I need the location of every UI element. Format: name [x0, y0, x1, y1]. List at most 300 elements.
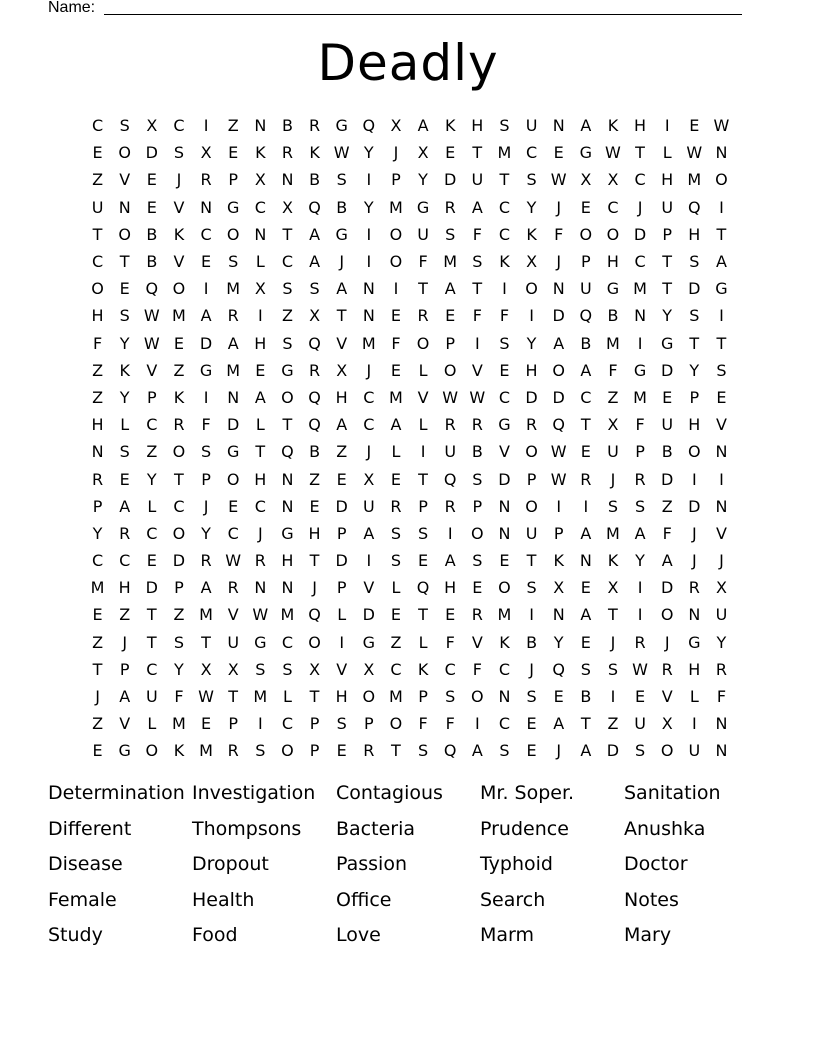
- grid-letter: P: [418, 496, 428, 516]
- grid-letter: X: [390, 116, 402, 136]
- grid-letter: I: [203, 116, 209, 136]
- grid-letter: D: [444, 170, 457, 190]
- grid-letter: A: [580, 360, 592, 380]
- grid-letter: C: [91, 252, 104, 272]
- grid-letter: Z: [92, 632, 104, 652]
- grid-letter: M: [443, 252, 458, 272]
- grid-letter: X: [715, 578, 727, 598]
- grid-letter: I: [719, 469, 724, 489]
- grid-letter: A: [119, 687, 131, 707]
- grid-letter: C: [634, 170, 646, 190]
- grid-letter: P: [174, 578, 184, 598]
- grid-letter: P: [146, 387, 157, 407]
- grid-letter: I: [393, 279, 399, 299]
- grid-letter: S: [417, 523, 429, 543]
- grid-letter: S: [445, 224, 456, 244]
- grid-letter: N: [498, 523, 511, 543]
- grid-row: [84, 493, 735, 520]
- grid-letter: H: [525, 360, 538, 380]
- grid-letter: A: [444, 279, 456, 299]
- grid-letter: B: [661, 442, 673, 462]
- grid-letter: I: [556, 496, 562, 516]
- grid-letter: V: [498, 442, 510, 462]
- grid-letter: N: [498, 687, 511, 707]
- grid-letter: I: [420, 442, 426, 462]
- grid-letter: C: [281, 252, 294, 272]
- grid-letter: E: [445, 143, 456, 163]
- grid-row: [84, 438, 735, 465]
- grid-letter: C: [91, 551, 104, 571]
- word-list-item: Investigation: [192, 782, 316, 804]
- grid-letter: N: [91, 442, 104, 462]
- grid-letter: L: [418, 360, 428, 380]
- grid-letter: S: [390, 551, 402, 571]
- grid-letter: S: [716, 360, 727, 380]
- grid-letter: G: [362, 632, 376, 652]
- grid-letter: T: [580, 415, 591, 435]
- grid-letter: V: [227, 605, 239, 625]
- grid-letter: V: [119, 170, 131, 190]
- grid-letter: G: [715, 279, 728, 299]
- grid-letter: Y: [689, 360, 700, 380]
- grid-letter: G: [633, 360, 647, 380]
- grid-letter: E: [173, 333, 184, 353]
- grid-letter: R: [309, 360, 321, 380]
- grid-letter: O: [172, 442, 186, 462]
- word-list-item: Prudence: [480, 817, 569, 840]
- grid-letter: K: [444, 116, 456, 136]
- grid-letter: Z: [92, 170, 104, 190]
- grid-letter: E: [119, 469, 130, 489]
- grid-letter: I: [203, 387, 209, 407]
- grid-letter: I: [610, 687, 616, 707]
- grid-letter: C: [91, 116, 104, 136]
- grid-letter: N: [281, 578, 294, 598]
- word-list-item: Health: [192, 888, 255, 911]
- grid-letter: F: [472, 306, 482, 326]
- grid-letter: G: [118, 741, 131, 761]
- grid-letter: S: [472, 252, 483, 272]
- grid-letter: D: [172, 551, 186, 571]
- grid-letter: K: [173, 387, 185, 407]
- word-list-item: Determination: [48, 782, 185, 804]
- grid-letter: A: [553, 333, 565, 353]
- grid-letter: K: [499, 632, 510, 652]
- grid-letter: S: [119, 306, 130, 326]
- grid-letter: F: [499, 306, 510, 326]
- grid-letter: O: [389, 252, 403, 272]
- grid-letter: T: [309, 551, 320, 571]
- grid-letter: J: [556, 252, 562, 272]
- grid-letter: A: [417, 116, 429, 136]
- grid-letter: Y: [363, 143, 374, 163]
- grid-letter: N: [498, 496, 511, 516]
- grid-letter: R: [634, 632, 646, 652]
- grid-letter: P: [418, 687, 428, 707]
- grid-letter: Q: [308, 387, 321, 407]
- grid-letter: A: [119, 496, 131, 516]
- grid-letter: K: [499, 252, 510, 272]
- grid-letter: S: [634, 496, 646, 516]
- grid-letter: D: [606, 741, 620, 761]
- grid-letter: N: [552, 116, 565, 136]
- grid-letter: F: [92, 333, 103, 353]
- grid-letter: A: [471, 197, 483, 217]
- grid-letter: D: [145, 143, 158, 163]
- grid-letter: J: [691, 523, 697, 543]
- grid-letter: T: [662, 252, 673, 272]
- grid-letter: W: [143, 306, 160, 326]
- name-label: Name:: [48, 0, 96, 16]
- grid-letter: W: [550, 442, 567, 462]
- grid-letter: I: [257, 306, 263, 326]
- grid-letter: O: [389, 224, 403, 244]
- grid-letter: O: [226, 469, 240, 489]
- grid-letter: E: [390, 605, 401, 625]
- grid-letter: S: [445, 687, 456, 707]
- grid-row: [84, 384, 735, 411]
- grid-letter: I: [366, 252, 372, 272]
- grid-letter: B: [309, 442, 321, 462]
- grid-letter: D: [688, 496, 701, 516]
- grid-letter: P: [553, 523, 564, 543]
- grid-letter: H: [606, 252, 619, 272]
- grid-letter: I: [474, 333, 480, 353]
- grid-letter: S: [200, 442, 212, 462]
- grid-letter: U: [661, 415, 674, 435]
- grid-letter: H: [335, 387, 348, 407]
- grid-letter: I: [637, 333, 643, 353]
- grid-letter: I: [691, 714, 697, 734]
- grid-letter: Z: [607, 387, 619, 407]
- grid-letter: N: [281, 496, 294, 516]
- grid-letter: W: [632, 659, 648, 679]
- grid-letter: T: [282, 224, 293, 244]
- grid-letter: T: [146, 605, 157, 625]
- grid-letter: E: [445, 306, 456, 326]
- grid-letter: W: [605, 143, 621, 163]
- grid-letter: X: [607, 578, 619, 598]
- grid-letter: Y: [716, 632, 727, 652]
- grid-letter: B: [146, 224, 158, 244]
- grid-letter: I: [502, 279, 507, 299]
- grid-letter: H: [688, 415, 701, 435]
- grid-letter: G: [281, 360, 294, 380]
- grid-letter: G: [226, 442, 240, 462]
- grid-letter: S: [336, 714, 347, 734]
- grid-letter: S: [282, 333, 293, 353]
- grid-letter: O: [443, 360, 457, 380]
- grid-letter: F: [201, 415, 211, 435]
- grid-letter: U: [227, 632, 240, 652]
- grid-letter: R: [200, 170, 212, 190]
- grid-letter: D: [335, 551, 348, 571]
- grid-row: [84, 683, 735, 710]
- grid-letter: S: [689, 252, 700, 272]
- grid-letter: C: [281, 714, 294, 734]
- grid-letter: O: [525, 496, 538, 516]
- grid-letter: Z: [173, 360, 185, 380]
- grid-letter: W: [198, 687, 214, 707]
- grid-letter: I: [719, 197, 724, 217]
- grid-letter: E: [390, 360, 401, 380]
- grid-letter: Q: [416, 578, 430, 598]
- grid-letter: T: [472, 143, 483, 163]
- grid-letter: B: [580, 333, 592, 353]
- grid-letter: E: [228, 496, 239, 516]
- word-bank: [48, 778, 768, 956]
- grid-letter: R: [119, 523, 131, 543]
- grid-letter: S: [173, 143, 185, 163]
- grid-letter: R: [390, 496, 402, 516]
- grid-letter: Q: [362, 116, 376, 136]
- grid-letter: R: [634, 469, 646, 489]
- grid-letter: G: [688, 632, 701, 652]
- word-list-item: Study: [48, 924, 103, 947]
- word-list-item: Thompsons: [192, 817, 302, 840]
- grid-letter: Y: [526, 197, 537, 217]
- word-list-item: Search: [480, 888, 546, 911]
- grid-letter: J: [95, 687, 100, 707]
- grid-letter: D: [525, 387, 538, 407]
- grid-letter: S: [282, 659, 293, 679]
- grid-letter: G: [199, 360, 213, 380]
- grid-letter: H: [118, 578, 131, 598]
- grid-letter: S: [255, 741, 266, 761]
- grid-letter: C: [254, 496, 266, 516]
- grid-letter: S: [417, 741, 429, 761]
- grid-letter: T: [580, 714, 591, 734]
- grid-letter: X: [580, 170, 592, 190]
- grid-letter: L: [418, 632, 428, 652]
- grid-letter: C: [607, 197, 619, 217]
- grid-letter: H: [335, 687, 348, 707]
- grid-letter: G: [579, 143, 593, 163]
- grid-letter: G: [226, 197, 240, 217]
- grid-letter: T: [146, 632, 157, 652]
- grid-letter: J: [556, 197, 562, 217]
- grid-letter: E: [146, 170, 157, 190]
- grid-letter: X: [661, 714, 673, 734]
- grid-letter: W: [713, 116, 730, 136]
- grid-letter: E: [201, 252, 212, 272]
- grid-letter: R: [363, 741, 375, 761]
- grid-letter: S: [607, 496, 619, 516]
- grid-letter: S: [472, 551, 483, 571]
- grid-letter: T: [418, 279, 428, 299]
- grid-letter: L: [391, 442, 401, 462]
- grid-letter: O: [471, 523, 484, 543]
- grid-letter: U: [525, 116, 538, 136]
- grid-letter: N: [227, 387, 240, 407]
- grid-letter: A: [715, 252, 727, 272]
- grid-row: [84, 656, 735, 683]
- grid-letter: Y: [363, 197, 374, 217]
- grid-letter: T: [526, 551, 537, 571]
- grid-letter: F: [472, 659, 482, 679]
- grid-letter: M: [226, 279, 241, 299]
- grid-letter: O: [660, 741, 674, 761]
- grid-letter: F: [445, 714, 455, 734]
- word-list-item: Different: [48, 817, 132, 840]
- grid-letter: S: [607, 659, 619, 679]
- grid-letter: B: [146, 252, 158, 272]
- grid-letter: L: [282, 687, 292, 707]
- grid-letter: N: [715, 741, 728, 761]
- grid-letter: J: [176, 170, 182, 190]
- grid-letter: L: [689, 687, 699, 707]
- grid-letter: E: [689, 116, 700, 136]
- grid-letter: B: [336, 197, 348, 217]
- grid-row: [84, 166, 735, 193]
- grid-letter: B: [526, 632, 538, 652]
- grid-letter: Z: [227, 116, 239, 136]
- grid-letter: L: [255, 252, 265, 272]
- grid-letter: B: [580, 687, 592, 707]
- grid-letter: A: [580, 605, 592, 625]
- grid-letter: X: [363, 659, 375, 679]
- grid-letter: M: [199, 741, 213, 761]
- grid-letter: U: [607, 442, 619, 462]
- grid-letter: E: [92, 605, 103, 625]
- grid-letter: Z: [661, 496, 673, 516]
- grid-letter: N: [552, 279, 565, 299]
- grid-letter: M: [361, 333, 376, 353]
- grid-letter: P: [201, 469, 211, 489]
- grid-letter: G: [606, 279, 620, 299]
- grid-letter: V: [471, 632, 483, 652]
- grid-letter: V: [661, 687, 673, 707]
- grid-letter: C: [363, 387, 375, 407]
- grid-letter: F: [608, 360, 618, 380]
- grid-row: [84, 465, 735, 492]
- word-list-item: Bacteria: [336, 817, 415, 840]
- grid-letter: Q: [281, 442, 294, 462]
- grid-letter: V: [715, 415, 727, 435]
- grid-letter: O: [172, 279, 186, 299]
- grid-letter: M: [497, 143, 512, 163]
- grid-letter: P: [309, 714, 320, 734]
- grid-letter: S: [526, 578, 537, 598]
- grid-letter: T: [716, 333, 727, 353]
- grid-letter: P: [119, 659, 130, 679]
- grid-letter: R: [227, 578, 239, 598]
- grid-letter: U: [715, 605, 728, 625]
- grid-letter: E: [472, 578, 483, 598]
- grid-letter: S: [499, 333, 510, 353]
- grid-letter: X: [607, 415, 619, 435]
- grid-letter: E: [336, 469, 347, 489]
- grid-letter: G: [254, 632, 267, 652]
- grid-letter: U: [688, 741, 701, 761]
- grid-letter: G: [281, 523, 294, 543]
- grid-letter: S: [119, 116, 130, 136]
- grid-letter: P: [472, 496, 483, 516]
- grid-letter: F: [445, 632, 455, 652]
- grid-letter: F: [418, 252, 428, 272]
- grid-letter: G: [416, 197, 430, 217]
- grid-row: [84, 601, 735, 628]
- grid-letter: C: [173, 496, 185, 516]
- word-list-item: Contagious: [336, 782, 443, 804]
- grid-letter: O: [525, 442, 538, 462]
- word-list-item: Disease: [48, 853, 123, 876]
- grid-letter: A: [661, 551, 673, 571]
- grid-letter: M: [90, 578, 105, 598]
- grid-letter: E: [418, 551, 429, 571]
- grid-letter: S: [390, 523, 402, 543]
- grid-letter: P: [635, 442, 645, 462]
- grid-letter: Y: [418, 170, 428, 190]
- grid-letter: K: [553, 551, 564, 571]
- grid-letter: R: [444, 415, 456, 435]
- grid-letter: N: [552, 605, 565, 625]
- grid-letter: O: [552, 360, 565, 380]
- grid-letter: C: [634, 252, 646, 272]
- grid-letter: K: [607, 116, 619, 136]
- grid-letter: Z: [146, 442, 158, 462]
- grid-letter: O: [715, 170, 728, 190]
- grid-letter: E: [92, 741, 103, 761]
- grid-letter: L: [662, 143, 672, 163]
- name-blank-line: [104, 14, 742, 15]
- grid-letter: D: [633, 224, 647, 244]
- grid-letter: C: [498, 387, 511, 407]
- word-list-item: Typhoid: [480, 853, 553, 876]
- grid-letter: H: [254, 469, 267, 489]
- grid-letter: E: [716, 387, 727, 407]
- grid-letter: V: [363, 578, 375, 598]
- grid-letter: S: [580, 659, 591, 679]
- grid-letter: D: [661, 578, 674, 598]
- grid-letter: C: [498, 197, 511, 217]
- word-list-item: Food: [192, 924, 238, 947]
- grid-letter: V: [715, 523, 727, 543]
- grid-letter: N: [634, 306, 647, 326]
- grid-letter: P: [363, 714, 374, 734]
- word-list-item: Anushka: [624, 817, 706, 840]
- grid-letter: G: [335, 116, 348, 136]
- grid-letter: Y: [146, 469, 157, 489]
- grid-letter: P: [662, 224, 673, 244]
- grid-letter: O: [416, 333, 430, 353]
- grid-letter: O: [91, 279, 104, 299]
- word-list-item: Office: [336, 888, 392, 911]
- word-list-item: Love: [336, 924, 381, 947]
- grid-letter: A: [471, 741, 483, 761]
- grid-letter: O: [498, 578, 511, 598]
- grid-letter: H: [688, 659, 701, 679]
- grid-letter: N: [281, 469, 294, 489]
- grid-letter: F: [472, 224, 482, 244]
- grid-letter: U: [417, 224, 429, 244]
- grid-letter: D: [552, 306, 565, 326]
- grid-letter: J: [339, 252, 345, 272]
- grid-letter: E: [526, 714, 537, 734]
- grid-letter: S: [309, 279, 320, 299]
- grid-letter: S: [255, 659, 266, 679]
- grid-letter: I: [637, 605, 643, 625]
- grid-letter: Q: [443, 469, 457, 489]
- grid-letter: T: [201, 632, 211, 652]
- grid-letter: T: [662, 279, 673, 299]
- grid-letter: E: [553, 143, 564, 163]
- grid-letter: P: [309, 741, 320, 761]
- grid-letter: H: [308, 523, 321, 543]
- grid-letter: P: [228, 170, 239, 190]
- grid-letter: A: [363, 523, 375, 543]
- grid-letter: D: [335, 496, 348, 516]
